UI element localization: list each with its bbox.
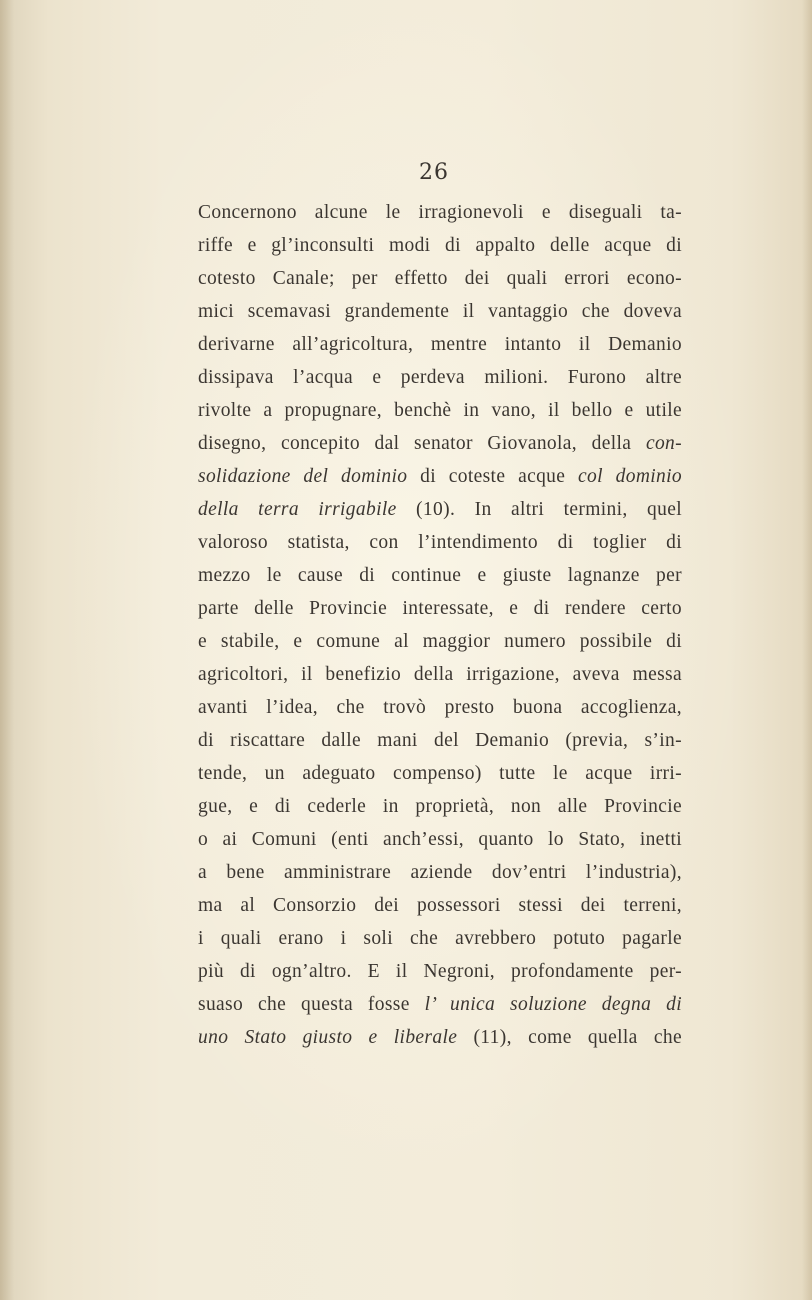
text-line (198, 1021, 682, 1054)
page-edge-shadow-right (802, 0, 812, 1300)
text-segment: parte delle Provincie interessate, e di rendere certo (198, 598, 682, 619)
text-line (198, 295, 682, 328)
text-line (198, 823, 682, 856)
text-segment: (10). In altri termini, quel (396, 499, 682, 520)
text-segment: mici scemavasi grandemente il vantaggio che doveva (198, 301, 682, 322)
text-segment: agricoltori, il benefizio della irrigazione, aveva messa (198, 664, 682, 685)
text-line (198, 757, 682, 790)
text-line (198, 592, 682, 625)
text-line (198, 229, 682, 262)
text-segment: più di ogn’altro. E il Negroni, profondamente per- (198, 961, 682, 982)
body-text (198, 196, 682, 1054)
text-line (198, 724, 682, 757)
italic-text-segment: solidazione del dominio (198, 466, 408, 487)
text-segment: avanti l’idea, che trovò presto buona accoglienza, (198, 697, 682, 718)
text-line (198, 856, 682, 889)
text-line (198, 559, 682, 592)
page-edge-shadow-left (0, 0, 14, 1300)
text-line (198, 922, 682, 955)
text-line (198, 658, 682, 691)
text-segment: i quali erano i soli che avrebbero potuto pagarle (198, 928, 682, 949)
text-segment: rivolte a propugnare, benchè in vano, il bello e utile (198, 400, 682, 421)
text-segment: a bene amministrare aziende dov’entri l’industria), (198, 862, 682, 883)
text-segment: e stabile, e comune al maggior numero possibile di (198, 631, 682, 652)
text-line (198, 493, 682, 526)
text-segment: gue, e di cederle in proprietà, non alle Provincie (198, 796, 682, 817)
italic-text-segment: uno Stato giusto e liberale (198, 1027, 458, 1048)
text-segment: cotesto Canale; per effetto dei quali errori econo- (198, 268, 682, 289)
text-segment: Concernono alcune le irragionevoli e diseguali ta- (198, 202, 682, 223)
text-line (198, 328, 682, 361)
text-segment: derivarne all’agricoltura, mentre intanto il Demanio (198, 334, 682, 355)
text-segment: dissipava l’acqua e perdeva milioni. Furono altre (198, 367, 682, 388)
text-segment: (11), come quella che (457, 1027, 682, 1048)
page-number: 26 (419, 160, 449, 185)
text-segment: di coteste acque (407, 466, 579, 487)
text-segment: mezzo le cause di continue e giuste lagnanze per (198, 565, 682, 586)
text-line (198, 361, 682, 394)
text-line (198, 889, 682, 922)
text-line (198, 262, 682, 295)
text-line (198, 460, 682, 493)
text-line (198, 394, 682, 427)
text-line (198, 988, 682, 1021)
text-line (198, 196, 682, 229)
text-line (198, 427, 682, 460)
text-segment: ma al Consorzio dei possessori stessi dei terreni, (198, 895, 682, 916)
text-segment: disegno, concepito dal senator Giovanola, della (198, 433, 646, 454)
italic-text-segment: della terra irrigabile (198, 499, 397, 520)
text-line (198, 955, 682, 988)
italic-text-segment: l’ unica soluzione degna di (424, 994, 682, 1015)
text-segment: valoroso statista, con l’intendimento di toglier di (198, 532, 682, 553)
italic-text-segment: con- (645, 433, 682, 454)
text-line (198, 790, 682, 823)
text-segment: o ai Comuni (enti anch’essi, quanto lo Stato, inetti (198, 829, 682, 850)
text-segment: suaso che questa fosse (198, 994, 425, 1015)
text-line (198, 625, 682, 658)
italic-text-segment: col dominio (578, 466, 682, 487)
text-segment: riffe e gl’inconsulti modi di appalto delle acque di (198, 235, 682, 256)
text-line (198, 691, 682, 724)
text-line (198, 526, 682, 559)
text-segment: di riscattare dalle mani del Demanio (previa, s’in- (198, 730, 682, 751)
text-segment: tende, un adeguato compenso) tutte le acque irri- (198, 763, 682, 784)
